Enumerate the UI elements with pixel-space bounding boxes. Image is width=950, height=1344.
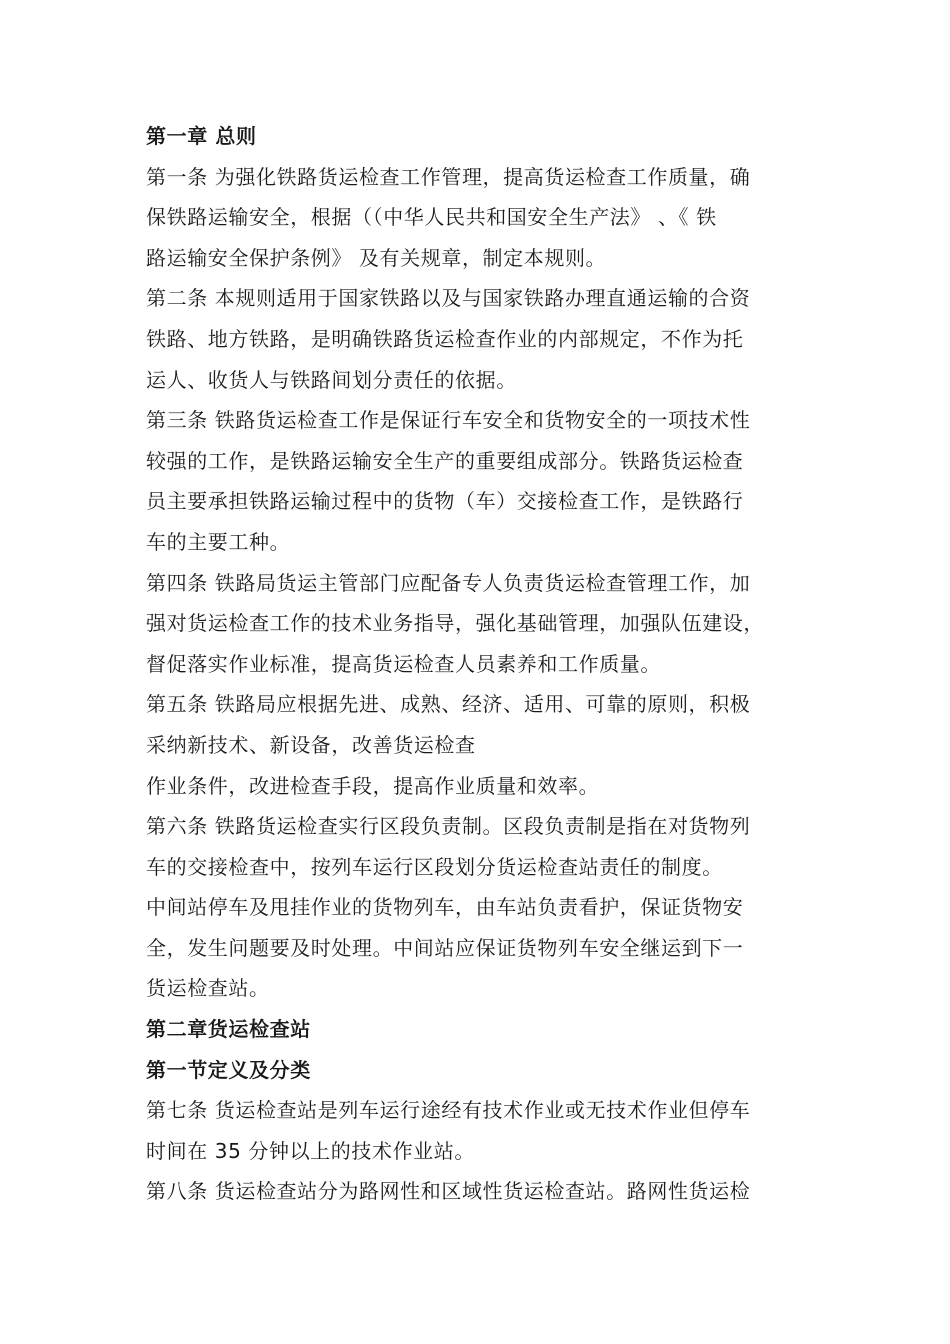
text-line: 第八条 货运检查站分为路网性和区域性货运检查站。路网性货运检 (146, 1179, 751, 1204)
text-line: 督促落实作业标准，提高货运检查人员素养和工作质量。 (146, 651, 661, 676)
text-line: 第六条 铁路货运检查实行区段负责制。区段负责制是指在对货物列 (146, 814, 751, 839)
text-line: 运人、收货人与铁路间划分责任的依据。 (146, 367, 517, 392)
text-line: 铁路、地方铁路，是明确铁路货运检查作业的内部规定，不作为托 (146, 326, 744, 351)
text-line: 第五条 铁路局应根据先进、成熟、经济、适用、可靠的原则，积极 (146, 692, 751, 717)
text-line: 保铁路运输安全，根据（（中华人民共和国安全生产法》 、《 铁 (146, 205, 717, 230)
chapter-heading: 第一章 总则 (146, 124, 257, 148)
text-line: 货运检查站。 (146, 976, 270, 1001)
text-line: 时间在 35 分钟以上的技术作业站。 (146, 1138, 475, 1163)
text-line: 员主要承担铁路运输过程中的货物（车）交接检查工作，是铁路行 (146, 489, 744, 514)
text-line: 路运输安全保护条例》 及有关规章，制定本规则。 (146, 245, 607, 270)
text-line: 采纳新技术、新设备，改善货运检查 (146, 732, 476, 757)
text-line: 第一条 为强化铁路货运检查工作管理，提高货运检查工作质量，确 (146, 164, 751, 189)
text-line: 第七条 货运检查站是列车运行途经有技术作业或无技术作业但停车 (146, 1098, 751, 1123)
text-line: 第二条 本规则适用于国家铁路以及与国家铁路办理直通运输的合资 (146, 286, 751, 311)
chapter-heading: 第二章货运检查站 (146, 1017, 311, 1042)
text-line: 第三条 铁路货运检查工作是保证行车安全和货物安全的一项技术性 (146, 408, 751, 433)
text-line: 强对货运检查工作的技术业务指导，强化基础管理，加强队伍建设， (146, 611, 764, 636)
text-line: 车的交接检查中，按列车运行区段划分货运检查站责任的制度。 (146, 854, 723, 879)
text-line: 第四条 铁路局货运主管部门应配备专人负责货运检查管理工作，加 (146, 570, 751, 595)
document-page (146, 116, 810, 1212)
text-line: 中间站停车及甩挂作业的货物列车，由车站负责看护，保证货物安 (146, 895, 744, 920)
text-line: 较强的工作，是铁路运输安全生产的重要组成部分。铁路货运检查 (146, 448, 744, 473)
text-line: 作业条件，改进检查手段，提高作业质量和效率。 (146, 773, 600, 798)
section-heading: 第一节定义及分类 (146, 1057, 311, 1082)
text-line: 全，发生问题要及时处理。中间站应保证货物列车安全继运到下一 (146, 935, 744, 960)
text-line: 车的主要工种。 (146, 529, 291, 554)
